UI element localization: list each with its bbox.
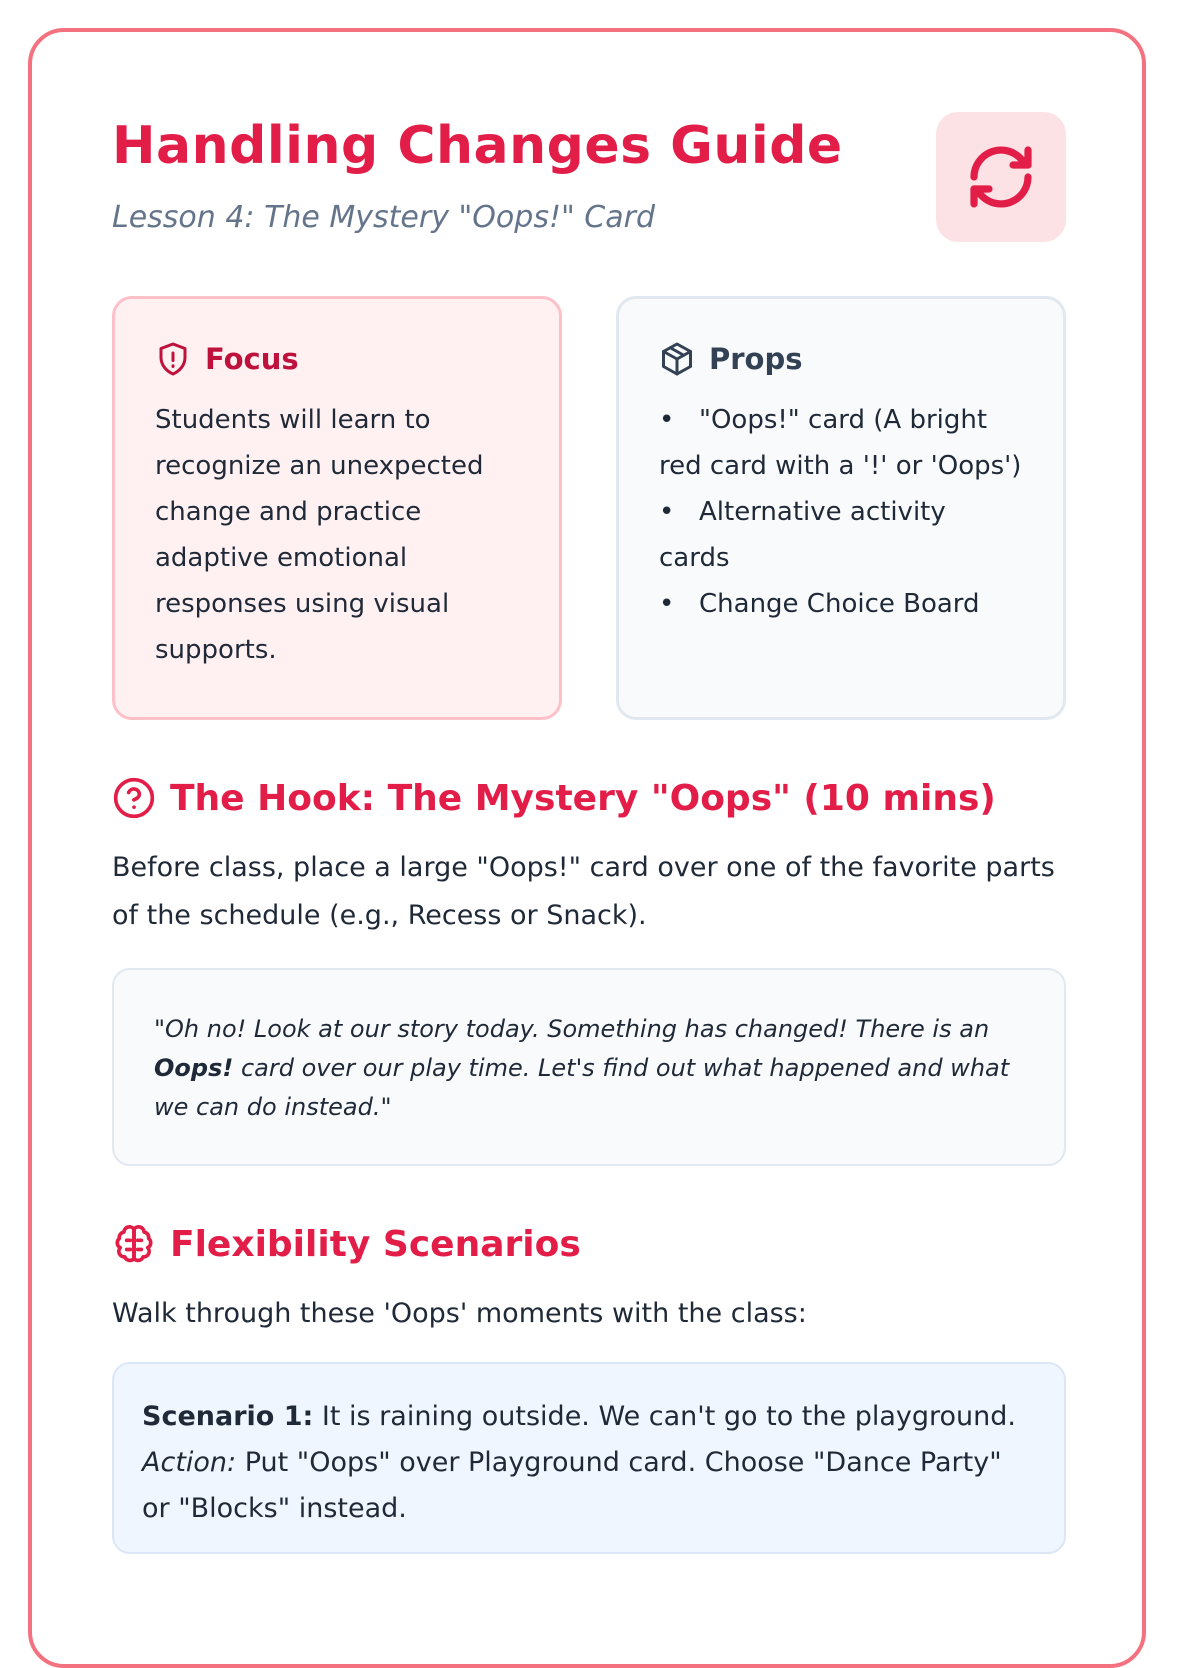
- scenario-label: Scenario 1:: [142, 1401, 314, 1432]
- scenarios-heading-label: Flexibility Scenarios: [170, 1223, 581, 1265]
- props-heading-label: Props: [709, 342, 803, 376]
- hook-heading: [112, 776, 996, 820]
- list-item: • "Oops!" card (A bright red card with a '!' or 'Oops'): [659, 405, 1022, 481]
- props-heading: [659, 341, 1023, 377]
- shield-alert-icon: [155, 341, 191, 377]
- scenarios-intro: Walk through these 'Oops' moments with the class:: [112, 1298, 807, 1329]
- focus-box: [112, 296, 562, 720]
- list-item: • Change Choice Board: [659, 589, 980, 619]
- hook-quote: "Oh no! Look at our story today. Something has changed! There is an Oops! card over our play time. Let's find out what happened and what we can do instead.": [112, 968, 1066, 1166]
- scenario-action-text: Put "Oops" over Playground card. Choose "Dance Party" or "Blocks" instead.: [142, 1447, 1002, 1524]
- brain-icon: [112, 1222, 156, 1266]
- hook-heading-label: The Hook: The Mystery "Oops" (10 mins): [170, 777, 996, 819]
- focus-heading: [155, 341, 519, 377]
- scenario-text: It is raining outside. We can't go to the playground.: [313, 1401, 1016, 1432]
- lesson-subtitle: Lesson 4: The Mystery "Oops!" Card: [112, 200, 656, 235]
- oops-emphasis: Oops!: [154, 1054, 234, 1082]
- hook-text: Before class, place a large "Oops!" card over one of the favorite parts of the schedule (e.g., Recess or Snack).: [112, 852, 1055, 931]
- package-icon: [659, 341, 695, 377]
- refresh-icon: [965, 141, 1037, 213]
- scenarios-heading: [112, 1222, 581, 1266]
- scenario-card: [112, 1362, 1066, 1554]
- scenario-action-label: Action:: [142, 1447, 237, 1478]
- focus-heading-label: Focus: [205, 342, 299, 376]
- list-item: • Alternative activity cards: [659, 497, 946, 573]
- props-box: [616, 296, 1066, 720]
- props-list: [659, 397, 1023, 627]
- refresh-icon-tile: [936, 112, 1066, 242]
- help-circle-icon: [112, 776, 156, 820]
- page-title: Handling Changes Guide: [112, 116, 843, 176]
- focus-text: Students will learn to recognize an unexpected change and practice adaptive emotional responses using visual supports.: [155, 405, 484, 665]
